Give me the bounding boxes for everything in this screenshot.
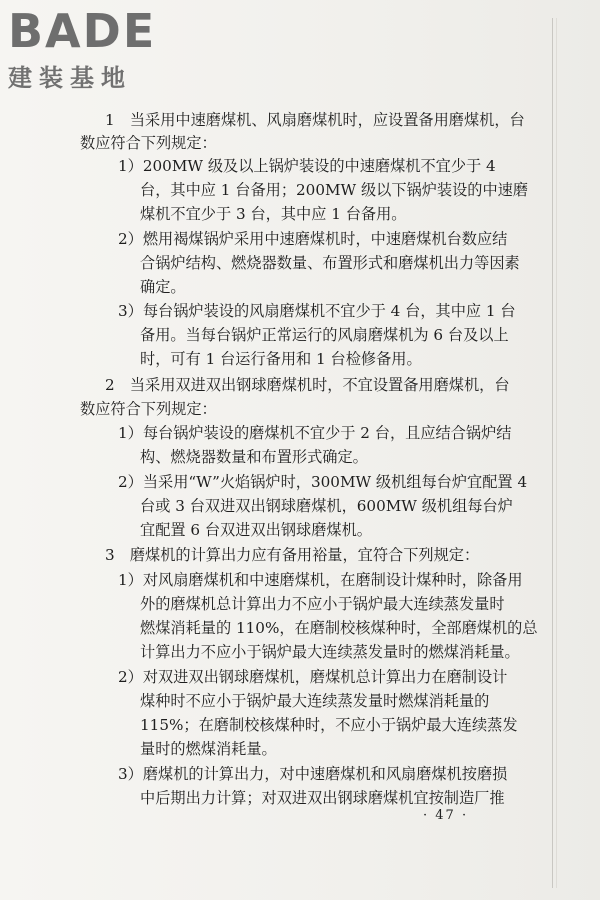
item-1-3-line-3: 时，可有 1 台运行备用和 1 台检修备用。 bbox=[140, 350, 422, 368]
item-1-2-line-2: 合锅炉结构、燃烧器数量、布置形式和磨煤机出力等因素 bbox=[140, 254, 520, 272]
item-1-1-line-3: 煤机不宜少于 3 台，其中应 1 台备用。 bbox=[140, 205, 407, 223]
item-2-2-line-1: 2）当采用“W”火焰锅炉时，300MW 级机组每台炉宜配置 4 bbox=[118, 473, 528, 491]
item-3-1-line-4: 计算出力不应小于锅炉最大连续蒸发量时的燃煤消耗量。 bbox=[140, 643, 520, 661]
item-3-3-line-1: 3）磨煤机的计算出力，对中速磨煤机和风扇磨煤机按磨损 bbox=[118, 765, 508, 783]
item-3-1-line-3: 燃煤消耗量的 110%，在磨制校核煤种时，全部磨煤机的总 bbox=[140, 619, 538, 637]
clause-1-line-2: 数应符合下列规定： bbox=[80, 134, 217, 152]
item-3-1-line-2: 外的磨煤机总计算出力不应小于锅炉最大连续蒸发量时 bbox=[140, 595, 505, 613]
item-2-1-line-2: 构、燃烧器数量和布置形式确定。 bbox=[140, 448, 368, 466]
item-1-3-line-1: 3）每台锅炉装设的风扇磨煤机不宜少于 4 台，其中应 1 台 bbox=[118, 302, 516, 320]
page-number: · 47 · bbox=[423, 808, 469, 823]
item-3-2-line-2: 煤种时不应小于锅炉最大连续蒸发量时燃煤消耗量的 bbox=[140, 692, 490, 710]
item-1-1-line-2: 台，其中应 1 台备用；200MW 级以下锅炉装设的中速磨 bbox=[140, 181, 529, 199]
item-2-2-line-2: 台或 3 台双进双出钢球磨煤机，600MW 级机组每台炉 bbox=[140, 497, 513, 515]
clause-2-line-2: 数应符合下列规定： bbox=[80, 400, 217, 418]
item-1-2-line-3: 确定。 bbox=[140, 278, 186, 296]
logo-subtitle: 建装基地 bbox=[8, 64, 132, 92]
item-1-3-line-2: 备用。当每台锅炉正常运行的风扇磨煤机为 6 台及以上 bbox=[140, 326, 509, 344]
logo-word: BADE bbox=[8, 4, 157, 58]
item-2-1-line-1: 1）每台锅炉装设的磨煤机不宜少于 2 台，且应结合锅炉结 bbox=[118, 424, 512, 442]
item-3-3-line-2: 中后期出力计算；对双进双出钢球磨煤机宜按制造厂推 bbox=[140, 789, 505, 807]
item-2-2-line-3: 宜配置 6 台双进双出钢球磨煤机。 bbox=[140, 521, 372, 539]
item-1-2-line-1: 2）燃用褐煤锅炉采用中速磨煤机时，中速磨煤机台数应结 bbox=[118, 230, 508, 248]
item-1-1-line-1: 1）200MW 级及以上锅炉装设的中速磨煤机不宜少于 4 bbox=[118, 157, 496, 175]
item-3-2-line-3: 115%；在磨制校核煤种时，不应小于锅炉最大连续蒸发 bbox=[140, 716, 518, 734]
clause-2-line-1: 2 当采用双进双出钢球磨煤机时，不宜设置备用磨煤机，台 bbox=[105, 376, 510, 394]
item-3-2-line-4: 量时的燃煤消耗量。 bbox=[140, 740, 277, 758]
item-3-2-line-1: 2）对双进双出钢球磨煤机，磨煤机总计算出力在磨制设计 bbox=[118, 668, 508, 686]
clause-3-line-1: 3 磨煤机的计算出力应有备用裕量，宜符合下列规定： bbox=[105, 546, 480, 564]
clause-1-line-1: 1 当采用中速磨煤机、风扇磨煤机时，应设置备用磨煤机，台 bbox=[105, 111, 525, 129]
item-3-1-line-1: 1）对风扇磨煤机和中速磨煤机，在磨制设计煤种时，除备用 bbox=[118, 571, 523, 589]
